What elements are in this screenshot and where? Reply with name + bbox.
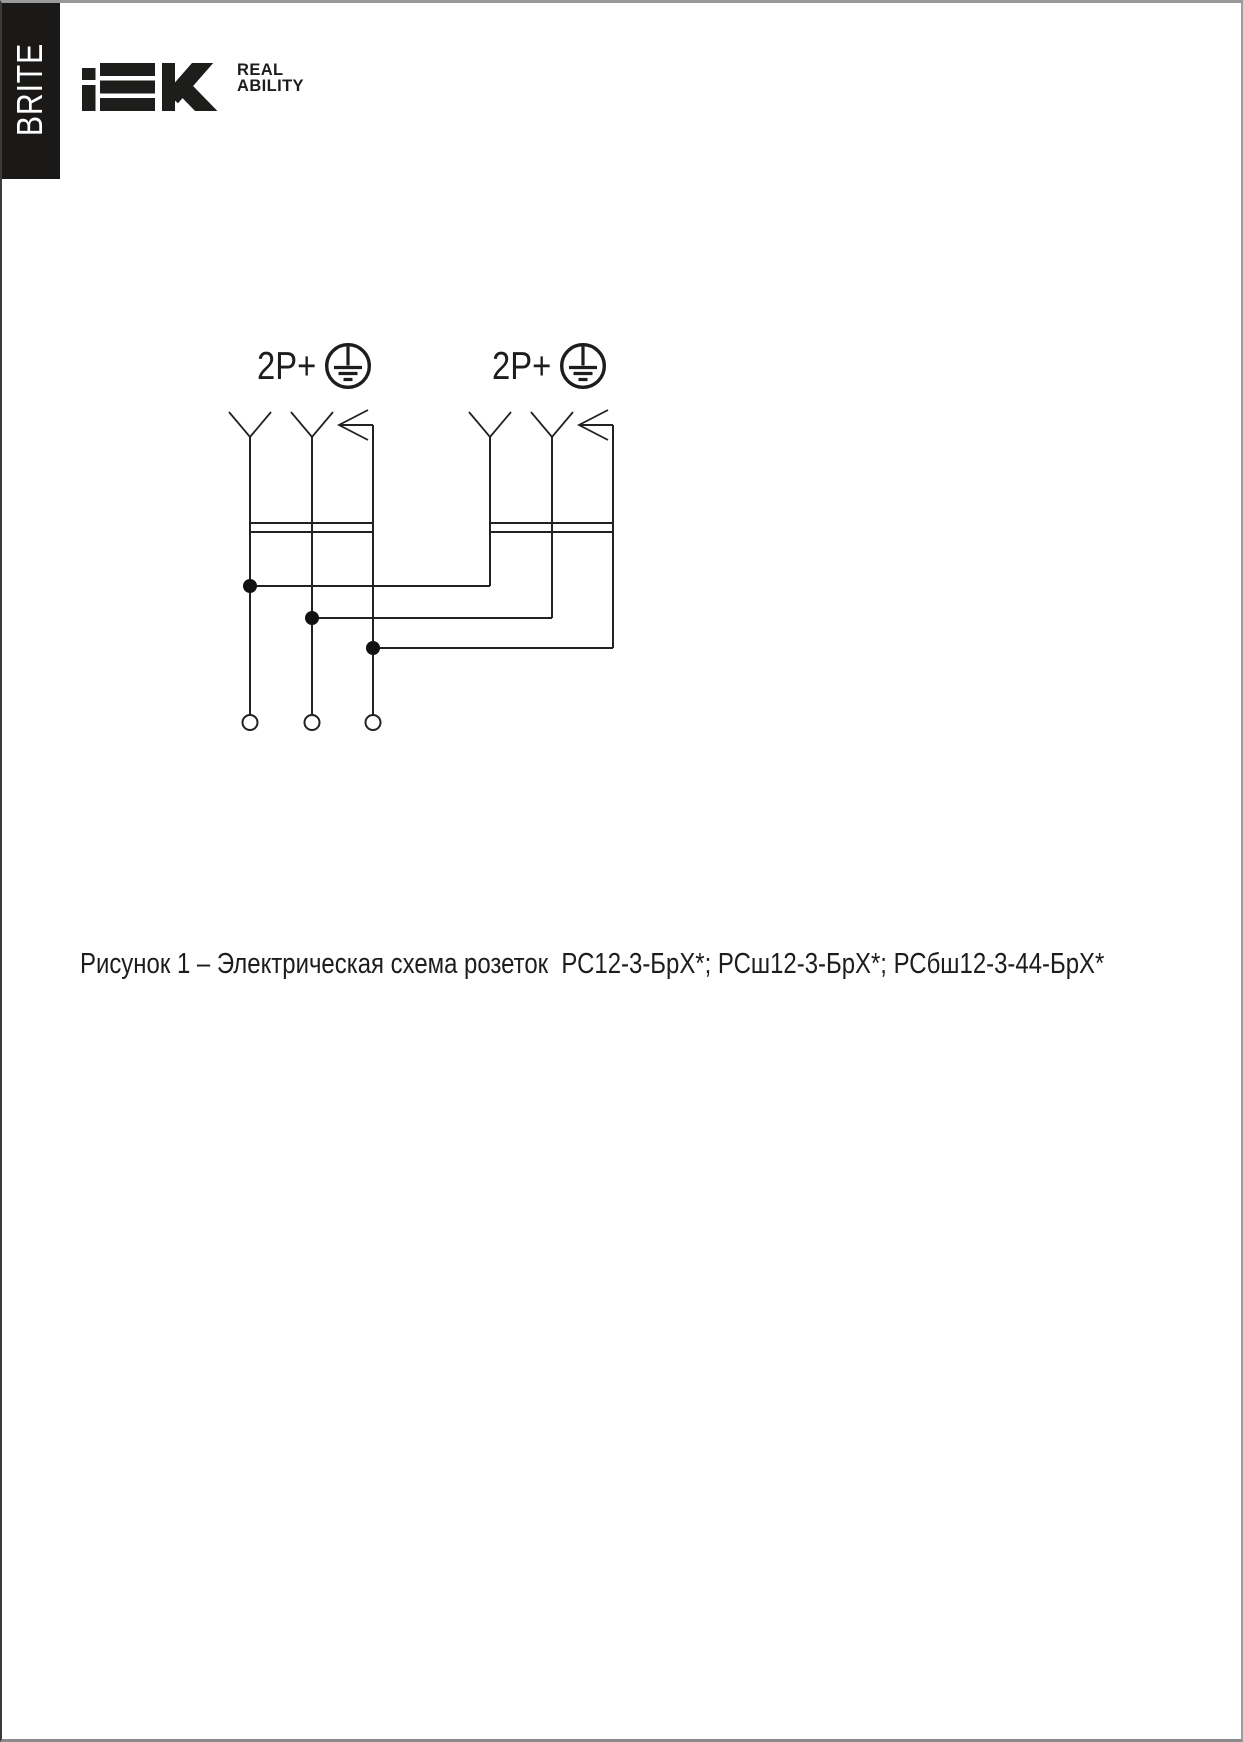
output-terminals (243, 715, 381, 730)
tagline-line2: ABILITY (237, 77, 304, 95)
wiring-diagram (2, 3, 1243, 1742)
socket-contact-icons (229, 410, 608, 440)
tagline-line1: REAL (237, 61, 284, 79)
figure-caption: Рисунок 1 – Электрическая схема розеток РС12-3-БрХ*; РСш12-3-БрХ*; РСбш12-3-44-БрХ* (80, 948, 1105, 980)
socket-label-right-text: 2P+ (492, 345, 552, 388)
brite-label: BRITE (9, 42, 50, 137)
wires (250, 425, 613, 715)
socket-label-left-text: 2P+ (257, 345, 317, 388)
